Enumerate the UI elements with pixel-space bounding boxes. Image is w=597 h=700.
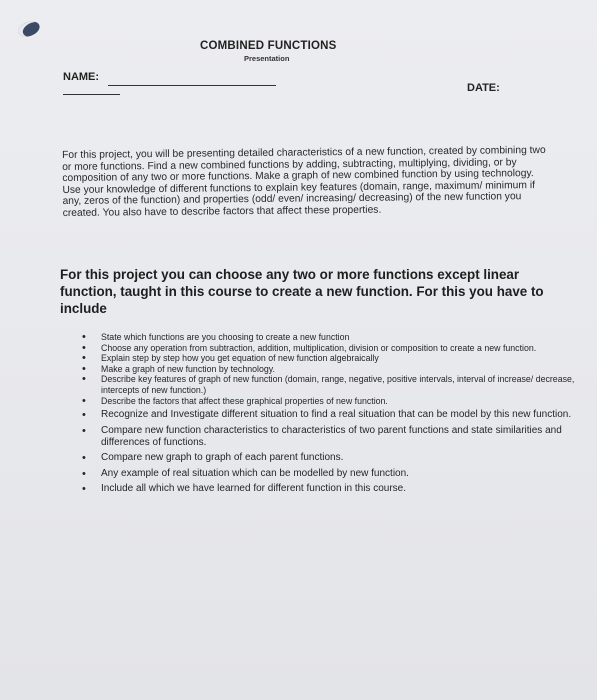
list-item: • Any example of real situation which can be modelled by new function.: [72, 468, 592, 480]
name-label: NAME:: [63, 71, 100, 83]
name-blank-line: [108, 85, 276, 86]
list-item: • State which functions are you choosing to create a new function: [72, 332, 592, 343]
intro-paragraph: For this project, you will be presenting detailed characteristics of a new function, created by combining two or more functions. Find a new combined functions by adding, subtracting, multiplying, dividing, or by composition of any two or more functions. Make a graph of new combined function by using technology. Use your knowledge of different functions to explain key features (domain, range, maximum/ minimum if any, zeros of the function) and properties (odd/ even/ increasing/ decreasing) of the new function you created. You also have to describe factors that affect these properties.: [62, 144, 546, 219]
list-item: • Compare new graph to graph of each parent functions.: [72, 452, 592, 464]
document-subtitle: Presentation: [244, 54, 290, 63]
list-item: • Make a graph of new function by technology.: [72, 364, 592, 375]
task-heading: For this project you can choose any two or more functions except linear function, taught in this course to create a new function. For this you have to include: [60, 267, 544, 316]
date-label: DATE:: [467, 82, 500, 94]
list-item: • Explain step by step how you get equation of new function algebraically: [72, 353, 592, 364]
list-item: • Recognize and Investigate different situation to find a real situation that can be model by this new function.: [72, 409, 592, 421]
list-item: • Describe the factors that affect these graphical properties of new function.: [72, 396, 592, 407]
list-item: • Include all which we have learned for different function in this course.: [72, 483, 592, 495]
requirements-list: [72, 332, 592, 496]
list-item: • Choose any operation from subtraction, addition, multiplication, division or composition to create a new function.: [72, 343, 592, 354]
name-blank-line-2: [63, 94, 120, 95]
document-title: COMBINED FUNCTIONS: [200, 40, 337, 52]
list-item: • Describe key features of graph of new function (domain, range, negative, positive intervals, interval of increase/ decrease, intercepts of new function.): [72, 374, 592, 395]
binder-hole-mark: [16, 19, 41, 40]
list-item: • Compare new function characteristics to characteristics of two parent functions and state similarities and differences of functions.: [72, 425, 592, 450]
